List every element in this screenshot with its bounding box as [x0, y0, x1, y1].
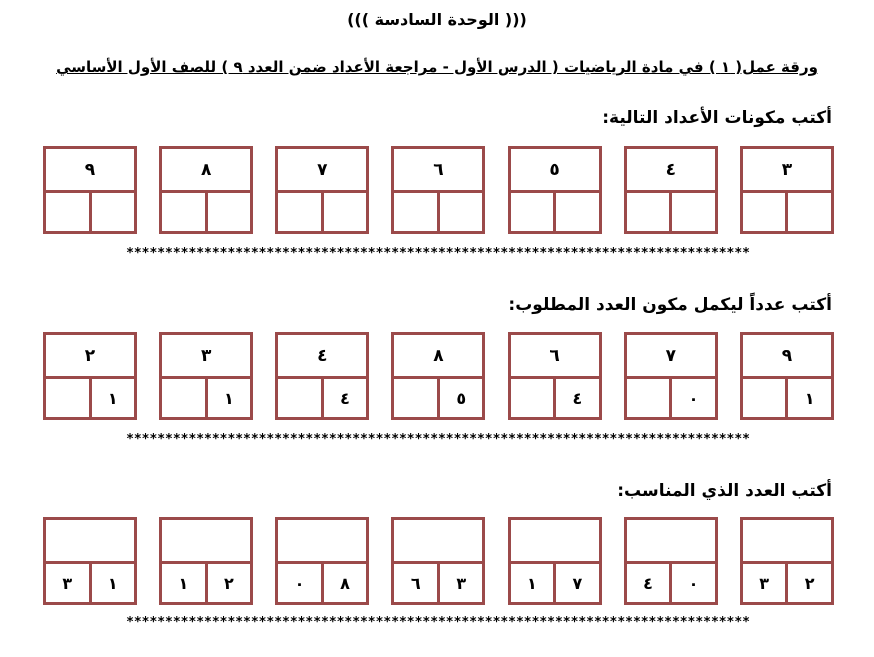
box-cell-right[interactable]: [92, 193, 135, 231]
box-cell-left[interactable]: [627, 193, 673, 231]
section-3-boxes: [43, 517, 834, 605]
number-box: [624, 517, 718, 605]
box-cell-right[interactable]: [556, 193, 599, 231]
box-number: ٤: [627, 149, 715, 193]
box-number: ٦: [511, 335, 599, 379]
box-cell-right: ٣: [456, 573, 467, 593]
section-1-boxes: [43, 146, 834, 234]
box-number: ٧: [627, 335, 715, 379]
box-cell-right[interactable]: [208, 193, 251, 231]
box-cell-left: ١: [511, 564, 557, 602]
box-cell-right: ٤: [340, 388, 350, 408]
number-box: [43, 517, 137, 605]
worksheet-subtitle: ورقة عمل( ١ ) في مادة الرياضيات ( الدرس الأول - مراجعة الأعداد ضمن العدد ٩ ) للصف الأول الأساسي: [56, 58, 818, 76]
box-cell-left[interactable]: [394, 379, 440, 417]
number-box: [43, 146, 137, 234]
box-answer[interactable]: [162, 520, 250, 564]
number-box: [275, 332, 369, 420]
box-number: ٩: [743, 335, 831, 379]
number-box: [391, 146, 485, 234]
number-box: [275, 517, 369, 605]
number-box: [508, 517, 602, 605]
box-number: ٨: [162, 149, 250, 193]
box-cell-right: ٨: [340, 573, 350, 593]
box-answer[interactable]: [394, 520, 482, 564]
box-cell-left[interactable]: [743, 379, 789, 417]
number-box: [624, 332, 718, 420]
box-cell-right: ٠: [688, 388, 699, 408]
box-cell-left[interactable]: [162, 193, 208, 231]
number-box: [43, 332, 137, 420]
box-number: ٣: [162, 335, 250, 379]
separator: ********************************************************************************: [126, 615, 751, 630]
box-cell-right: ٢: [804, 573, 815, 593]
separator: ********************************************************************************: [126, 432, 751, 447]
box-cell-left: ٤: [627, 564, 673, 602]
box-answer[interactable]: [743, 520, 831, 564]
box-cell-right: ١: [107, 388, 118, 408]
box-cell-right: ٧: [572, 573, 583, 593]
box-cell-left: ٠: [278, 564, 324, 602]
box-number: ٨: [394, 335, 482, 379]
number-box: [159, 146, 253, 234]
box-cell-right: ٠: [688, 573, 699, 593]
number-box: [740, 146, 834, 234]
box-cell-left: ١: [162, 564, 208, 602]
number-box: [275, 146, 369, 234]
box-cell-left[interactable]: [46, 379, 92, 417]
number-box: [740, 517, 834, 605]
box-cell-left[interactable]: [278, 193, 324, 231]
separator: ********************************************************************************: [126, 246, 751, 261]
box-answer[interactable]: [46, 520, 134, 564]
box-cell-right: ٢: [224, 573, 234, 593]
number-box: [391, 332, 485, 420]
box-cell-right[interactable]: [324, 193, 367, 231]
box-cell-left[interactable]: [511, 193, 557, 231]
box-cell-left[interactable]: [278, 379, 324, 417]
section-3-heading: أكتب العدد الذي المناسب:: [617, 481, 832, 501]
box-cell-right[interactable]: [672, 193, 715, 231]
number-box: [508, 146, 602, 234]
number-box: [624, 146, 718, 234]
box-number: ٣: [743, 149, 831, 193]
number-box: [391, 517, 485, 605]
box-cell-right: ١: [224, 388, 234, 408]
box-cell-right[interactable]: [440, 193, 483, 231]
number-box: [159, 332, 253, 420]
box-cell-left[interactable]: [627, 379, 673, 417]
box-number: ٦: [394, 149, 482, 193]
page-title: ((( الوحدة السادسة ))): [347, 10, 527, 29]
box-cell-left: ٣: [743, 564, 789, 602]
box-answer[interactable]: [278, 520, 366, 564]
box-cell-left[interactable]: [46, 193, 92, 231]
box-number: ٩: [46, 149, 134, 193]
box-number: ٢: [46, 335, 134, 379]
number-box: [159, 517, 253, 605]
box-cell-left[interactable]: [162, 379, 208, 417]
box-number: ٤: [278, 335, 366, 379]
box-cell-left[interactable]: [511, 379, 557, 417]
box-cell-right: ١: [804, 388, 815, 408]
box-number: ٧: [278, 149, 366, 193]
box-cell-right: ٥: [456, 388, 467, 408]
box-cell-right[interactable]: [788, 193, 831, 231]
box-cell-left: ٣: [46, 564, 92, 602]
box-cell-left[interactable]: [743, 193, 789, 231]
box-number: ٥: [511, 149, 599, 193]
section-2-boxes: [43, 332, 834, 420]
box-cell-right: ١: [107, 573, 118, 593]
box-answer[interactable]: [627, 520, 715, 564]
box-cell-left[interactable]: [394, 193, 440, 231]
section-1-heading: أكتب مكونات الأعداد التالية:: [602, 108, 832, 128]
section-2-heading: أكتب عدداً ليكمل مكون العدد المطلوب:: [508, 295, 832, 315]
box-answer[interactable]: [511, 520, 599, 564]
box-cell-left: ٦: [394, 564, 440, 602]
number-box: [508, 332, 602, 420]
number-box: [740, 332, 834, 420]
box-cell-right: ٤: [572, 388, 583, 408]
